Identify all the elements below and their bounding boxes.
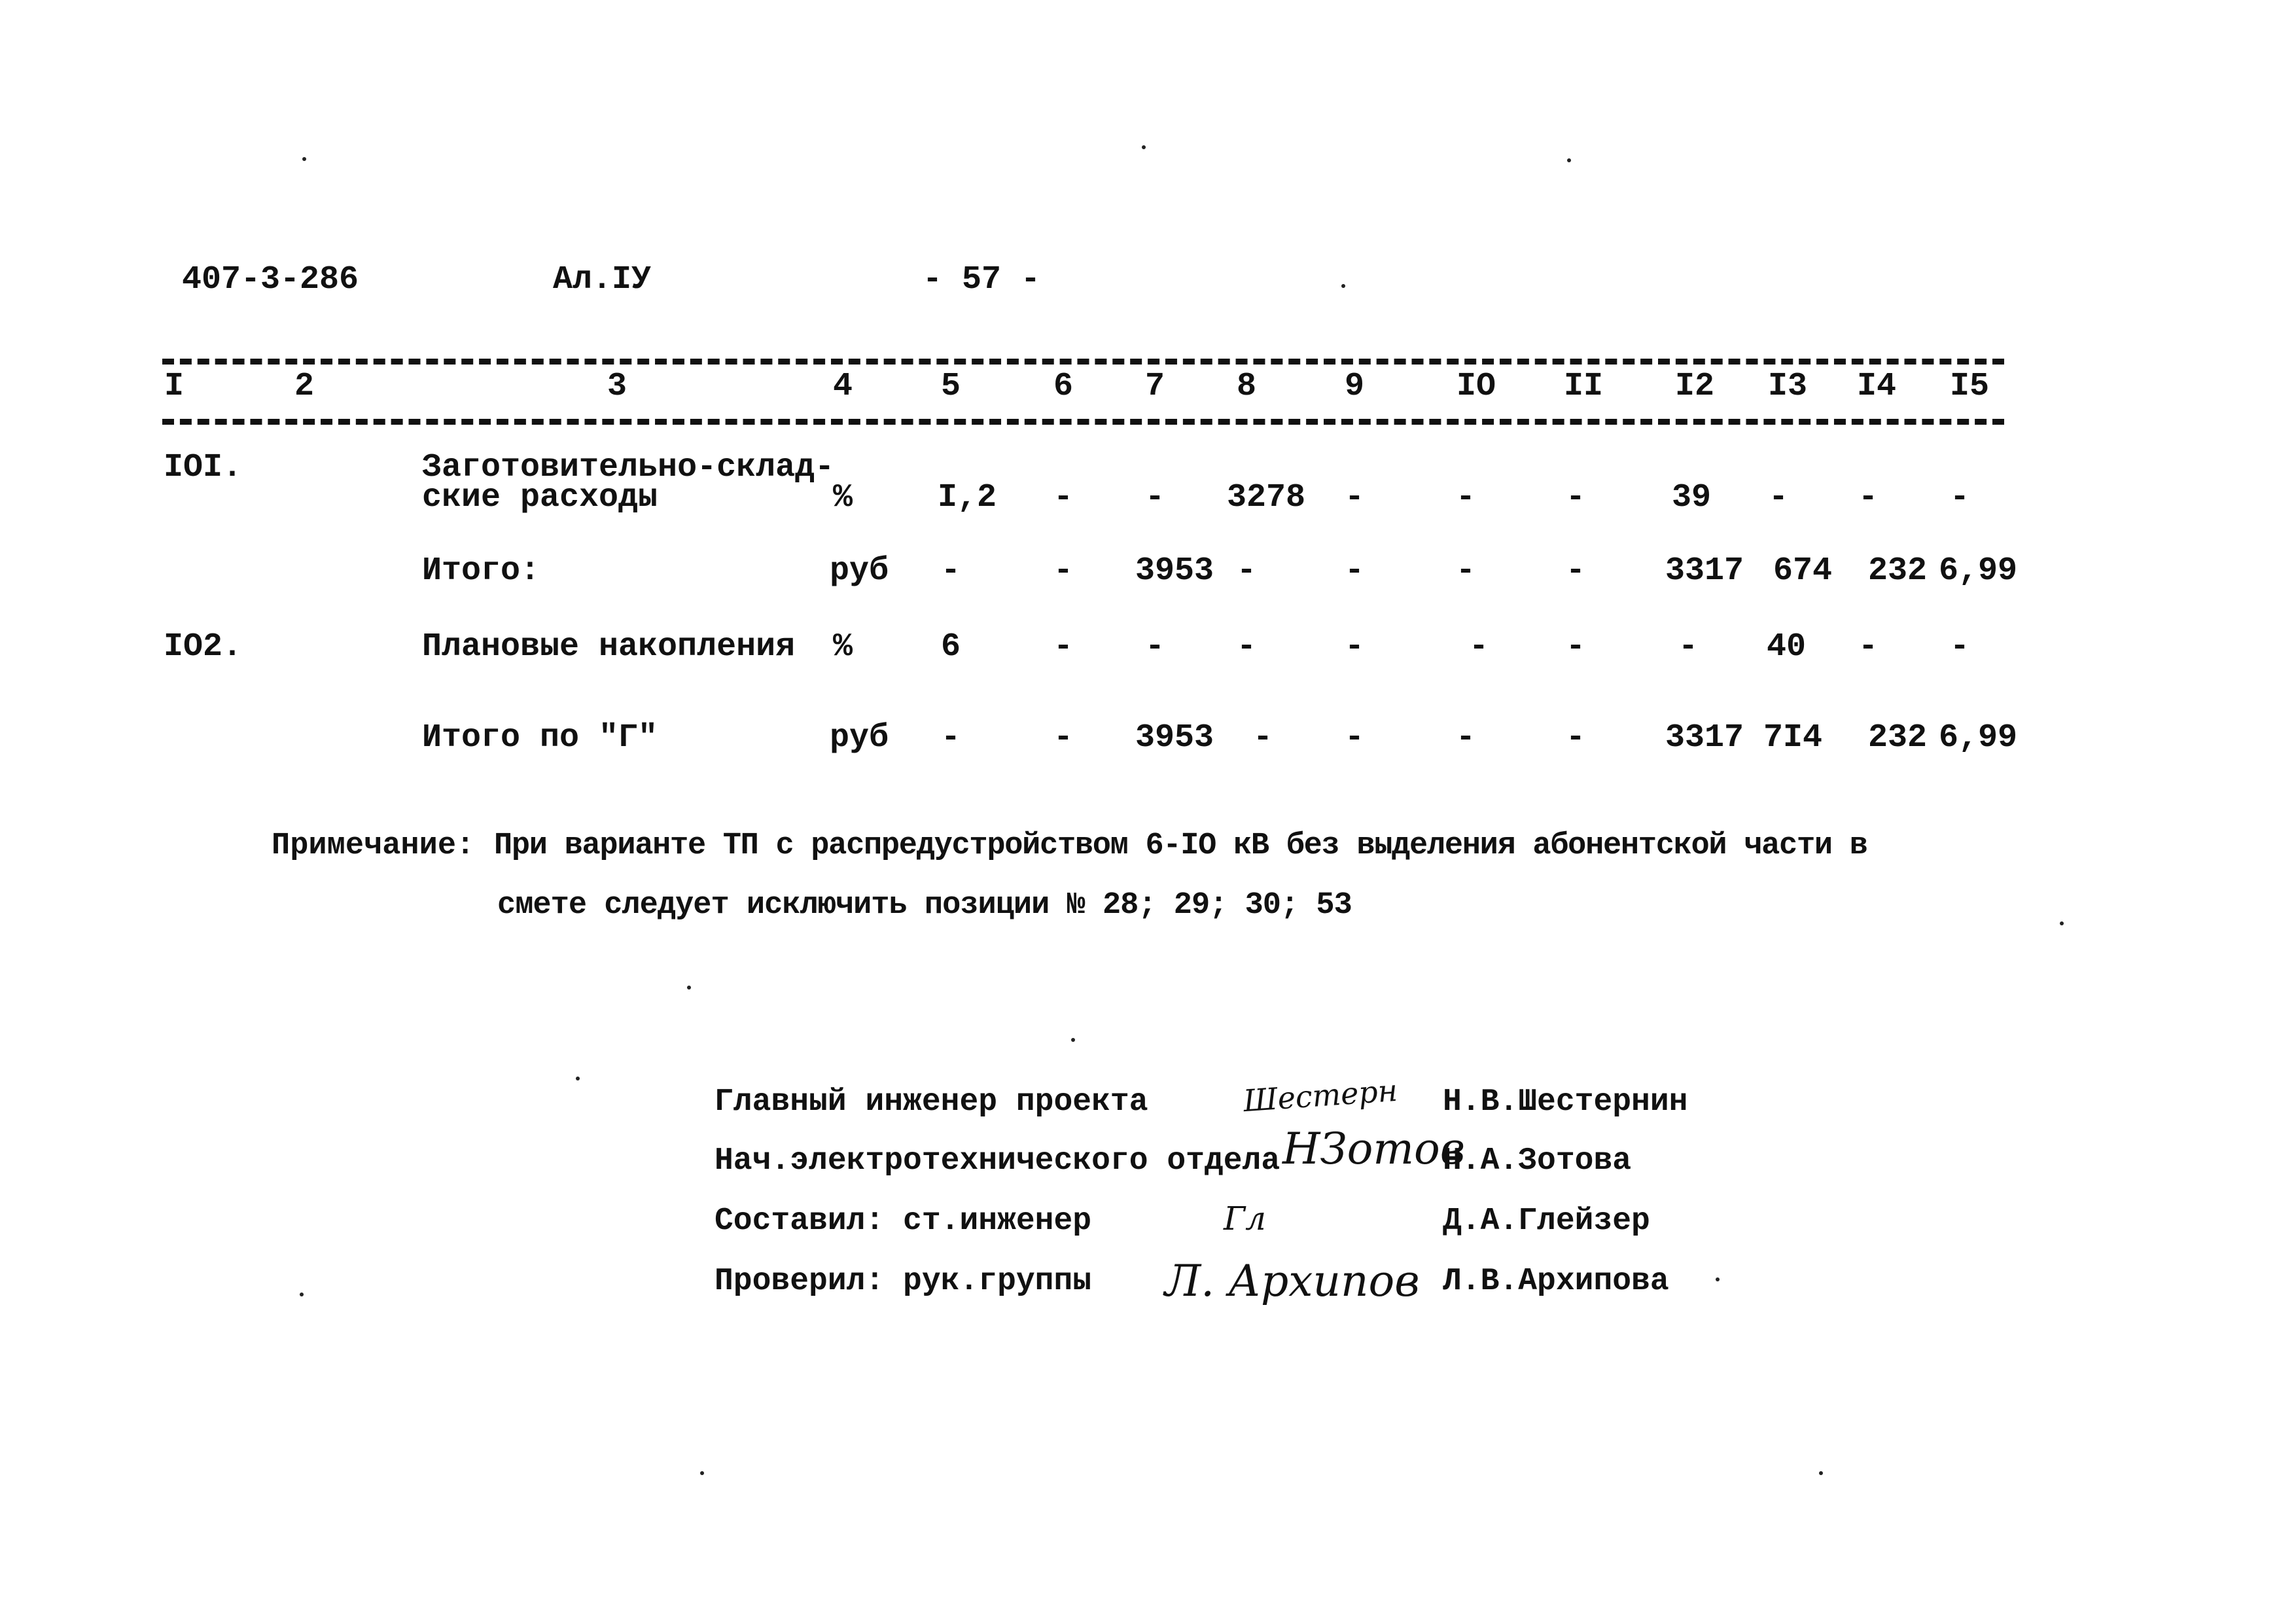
cell: - <box>1344 479 1365 516</box>
cell: - <box>1565 719 1586 757</box>
note-label: Примечание: <box>272 829 475 863</box>
cell: 6 <box>940 628 961 666</box>
handwritten-signature: Шестерн <box>1242 1072 1399 1119</box>
cell: 674 <box>1773 552 1833 590</box>
document-number: 407-3-286 <box>182 261 359 298</box>
signatory-name: Н.В.Шестернин <box>1443 1084 1688 1120</box>
cell: - <box>1949 628 1970 666</box>
cell: - <box>1053 719 1074 757</box>
cell-unit: руб <box>829 552 889 590</box>
column-header: I5 <box>1949 368 1990 405</box>
scan-speck <box>1716 1277 1720 1281</box>
signatory-name: Д.А.Глейзер <box>1443 1204 1650 1239</box>
column-header: 9 <box>1344 368 1365 405</box>
handwritten-signature: Л. Архипов <box>1165 1256 1420 1306</box>
cell: - <box>1236 552 1257 590</box>
column-header: 5 <box>940 368 961 405</box>
cell: 232 <box>1867 552 1928 590</box>
cell-unit: % <box>832 628 853 666</box>
cell: - <box>1858 479 1879 516</box>
column-header: IO <box>1456 368 1496 405</box>
scan-speck <box>302 157 306 161</box>
cell: - <box>1144 479 1165 516</box>
row-name: Итого: <box>422 552 540 590</box>
cell: I,2 <box>937 479 997 516</box>
cell: - <box>1565 628 1586 666</box>
column-header: 6 <box>1053 368 1074 405</box>
cell: - <box>1344 552 1365 590</box>
cell: 40 <box>1766 628 1807 666</box>
scan-speck <box>687 986 691 990</box>
note-text-line1: При варианте ТП с распредустройством 6-IO кВ без выделения абонентской части в <box>494 829 1867 863</box>
cell: - <box>1344 719 1365 757</box>
cell: - <box>1678 628 1699 666</box>
cell: 7I4 <box>1763 719 1823 757</box>
column-header: I4 <box>1856 368 1897 405</box>
cell: - <box>1565 552 1586 590</box>
cell: 6,99 <box>1938 719 2018 757</box>
cell: 3317 <box>1665 719 1744 757</box>
cell: - <box>940 719 961 757</box>
signatory-name: Л.В.Архипова <box>1443 1264 1669 1299</box>
cell: - <box>1768 479 1789 516</box>
cell: - <box>1344 628 1365 666</box>
note-text-line2: смете следует исключить позиции № 28; 29; 30; 53 <box>497 888 1352 923</box>
cell: - <box>1468 628 1489 666</box>
column-header: 4 <box>832 368 853 405</box>
cell: 3278 <box>1226 479 1306 516</box>
scan-speck <box>300 1293 304 1296</box>
handwritten-signature: Гл <box>1224 1200 1266 1238</box>
scan-speck <box>700 1471 704 1475</box>
cell: 232 <box>1867 719 1928 757</box>
album-label: Ал.IУ <box>553 261 652 298</box>
cell: - <box>1053 628 1074 666</box>
scan-speck <box>2060 921 2064 925</box>
cell-unit: руб <box>829 719 889 757</box>
signatory-name: Н.А.Зотова <box>1443 1143 1632 1179</box>
handwritten-signature: НЗотов <box>1282 1124 1466 1174</box>
cell: 3953 <box>1135 552 1214 590</box>
table-top-rule <box>162 359 2004 365</box>
row-name: Заготовительно-склад- <box>422 449 835 486</box>
scan-speck <box>576 1077 580 1080</box>
page-number: - 57 - <box>923 261 1041 298</box>
column-header: 8 <box>1236 368 1257 405</box>
column-header: 3 <box>607 368 627 405</box>
row-number: IO2. <box>164 628 243 666</box>
cell: - <box>1053 552 1074 590</box>
row-name: Плановые накопления <box>422 628 796 666</box>
cell: - <box>1949 479 1970 516</box>
row-number: IOI. <box>164 449 243 486</box>
cell: 3317 <box>1665 552 1744 590</box>
cell: - <box>940 552 961 590</box>
column-header: 2 <box>294 368 315 405</box>
table-header-rule <box>162 419 2004 425</box>
cell: - <box>1455 552 1476 590</box>
signatory-role: Проверил: рук.группы <box>715 1264 1092 1299</box>
cell: - <box>1565 479 1586 516</box>
scan-speck <box>1341 284 1345 288</box>
cell: 3953 <box>1135 719 1214 757</box>
row-name-continued: ские расходы <box>422 479 658 516</box>
signatory-role: Главный инженер проекта <box>715 1084 1148 1120</box>
cell: - <box>1053 479 1074 516</box>
cell-unit: % <box>832 479 853 516</box>
cell: - <box>1858 628 1879 666</box>
column-header: I <box>164 368 185 405</box>
scan-speck <box>1819 1471 1823 1475</box>
column-header: 7 <box>1144 368 1165 405</box>
column-header: II <box>1563 368 1604 405</box>
cell: - <box>1455 719 1476 757</box>
scan-speck <box>1071 1038 1075 1042</box>
row-name: Итого по "Г" <box>422 719 658 757</box>
signatory-role: Составил: ст.инженер <box>715 1204 1092 1239</box>
cell: - <box>1455 479 1476 516</box>
cell: - <box>1144 628 1165 666</box>
scan-speck <box>1142 145 1146 149</box>
signatory-role: Нач.электротехнического отдела <box>715 1143 1280 1179</box>
cell: 39 <box>1671 479 1712 516</box>
scan-speck <box>1567 158 1571 162</box>
cell: - <box>1252 719 1273 757</box>
column-header: I3 <box>1767 368 1808 405</box>
column-header: I2 <box>1674 368 1715 405</box>
cell: 6,99 <box>1938 552 2018 590</box>
cell: - <box>1236 628 1257 666</box>
